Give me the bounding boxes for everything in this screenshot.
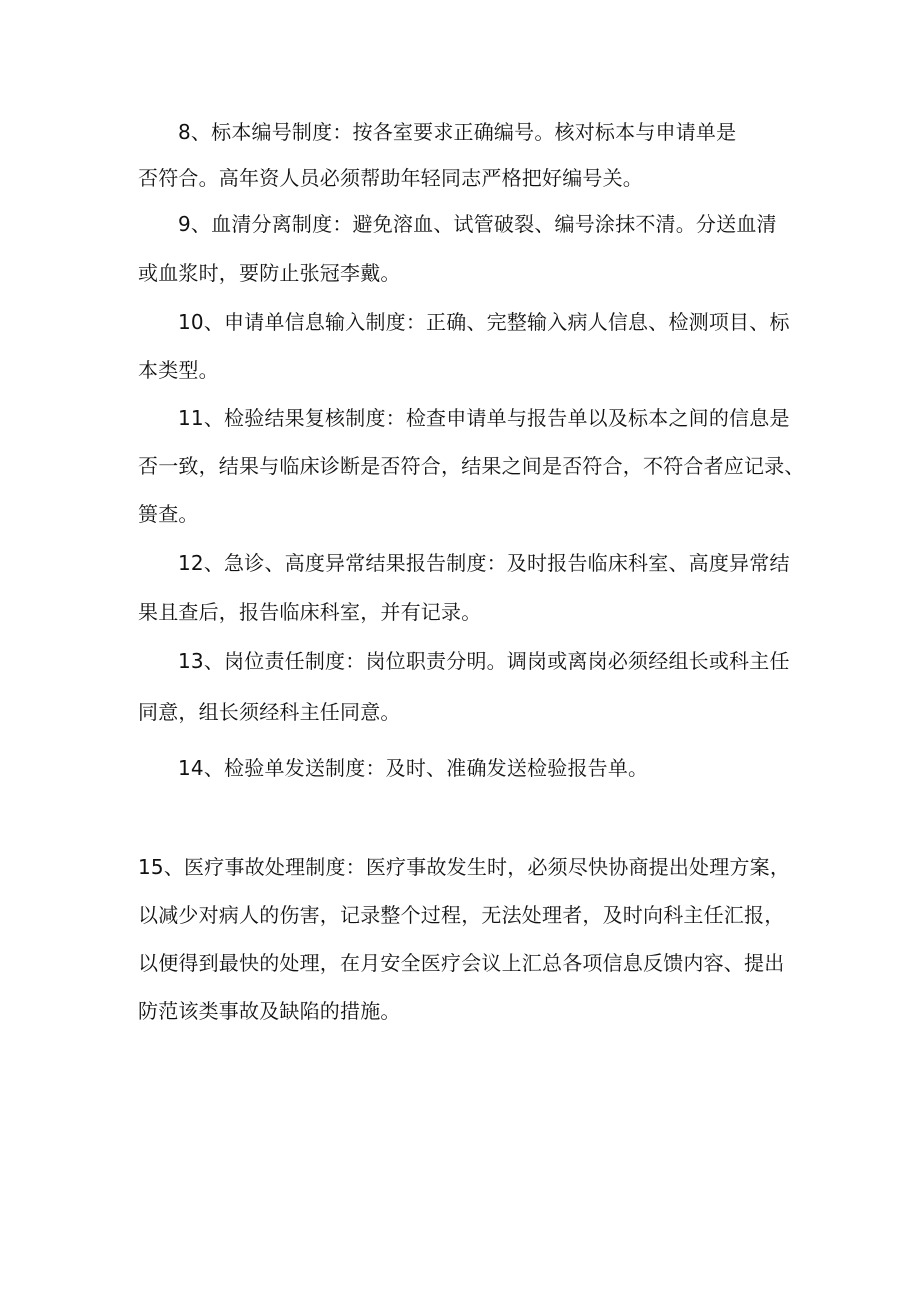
- paragraph-15-line-2: 以减少对病人的伤害，记录整个过程，无法处理者，及时向科主任汇报，: [138, 903, 785, 927]
- paragraph-15-line-4: 防范该类事故及缺陷的措施。: [138, 999, 401, 1023]
- paragraph-10-line-1: 10、申请单信息输入制度：正确、完整输入病人信息、检测项目、标: [178, 310, 790, 334]
- paragraph-10-line-2: 本类型。: [138, 358, 219, 382]
- paragraph-8-line-1: 8、标本编号制度：按各室要求正确编号。核对标本与申请单是: [178, 120, 737, 144]
- paragraph-13-line-1: 13、岗位责任制度：岗位职责分明。调岗或离岗必须经组长或科主任: [178, 649, 790, 673]
- paragraph-15-line-3: 以便得到最快的处理，在月安全医疗会议上汇总各项信息反馈内容、提出: [138, 951, 785, 975]
- paragraph-14-line-1: 14、检验单发送制度：及时、准确发送检验报告单。: [178, 756, 649, 780]
- paragraph-9-line-2: 或血浆时，要防止张冠李戴。: [138, 261, 401, 285]
- paragraph-11-line-1: 11、检验结果复核制度：检查申请单与报告单以及标本之间的信息是: [178, 406, 790, 430]
- paragraph-15-line-1: 15、医疗事故处理制度：医疗事故发生时，必须尽快协商提出处理方案，: [138, 855, 791, 879]
- paragraph-11-line-2: 否一致，结果与临床诊断是否符合，结果之间是否符合，不符合者应记录、: [138, 454, 805, 478]
- paragraph-9-line-1: 9、血清分离制度：避免溶血、试管破裂、编号涂抹不清。分送血清: [178, 212, 777, 236]
- paragraph-12-line-2: 果且查后，报告临床科室，并有记录。: [138, 600, 482, 624]
- paragraph-13-line-2: 同意，组长须经科主任同意。: [138, 700, 401, 724]
- paragraph-11-line-3: 篑查。: [138, 502, 199, 526]
- paragraph-12-line-1: 12、急诊、高度异常结果报告制度：及时报告临床科室、高度异常结: [178, 551, 790, 575]
- paragraph-8-line-2: 否符合。高年资人员必须帮助年轻同志严格把好编号关。: [138, 166, 643, 190]
